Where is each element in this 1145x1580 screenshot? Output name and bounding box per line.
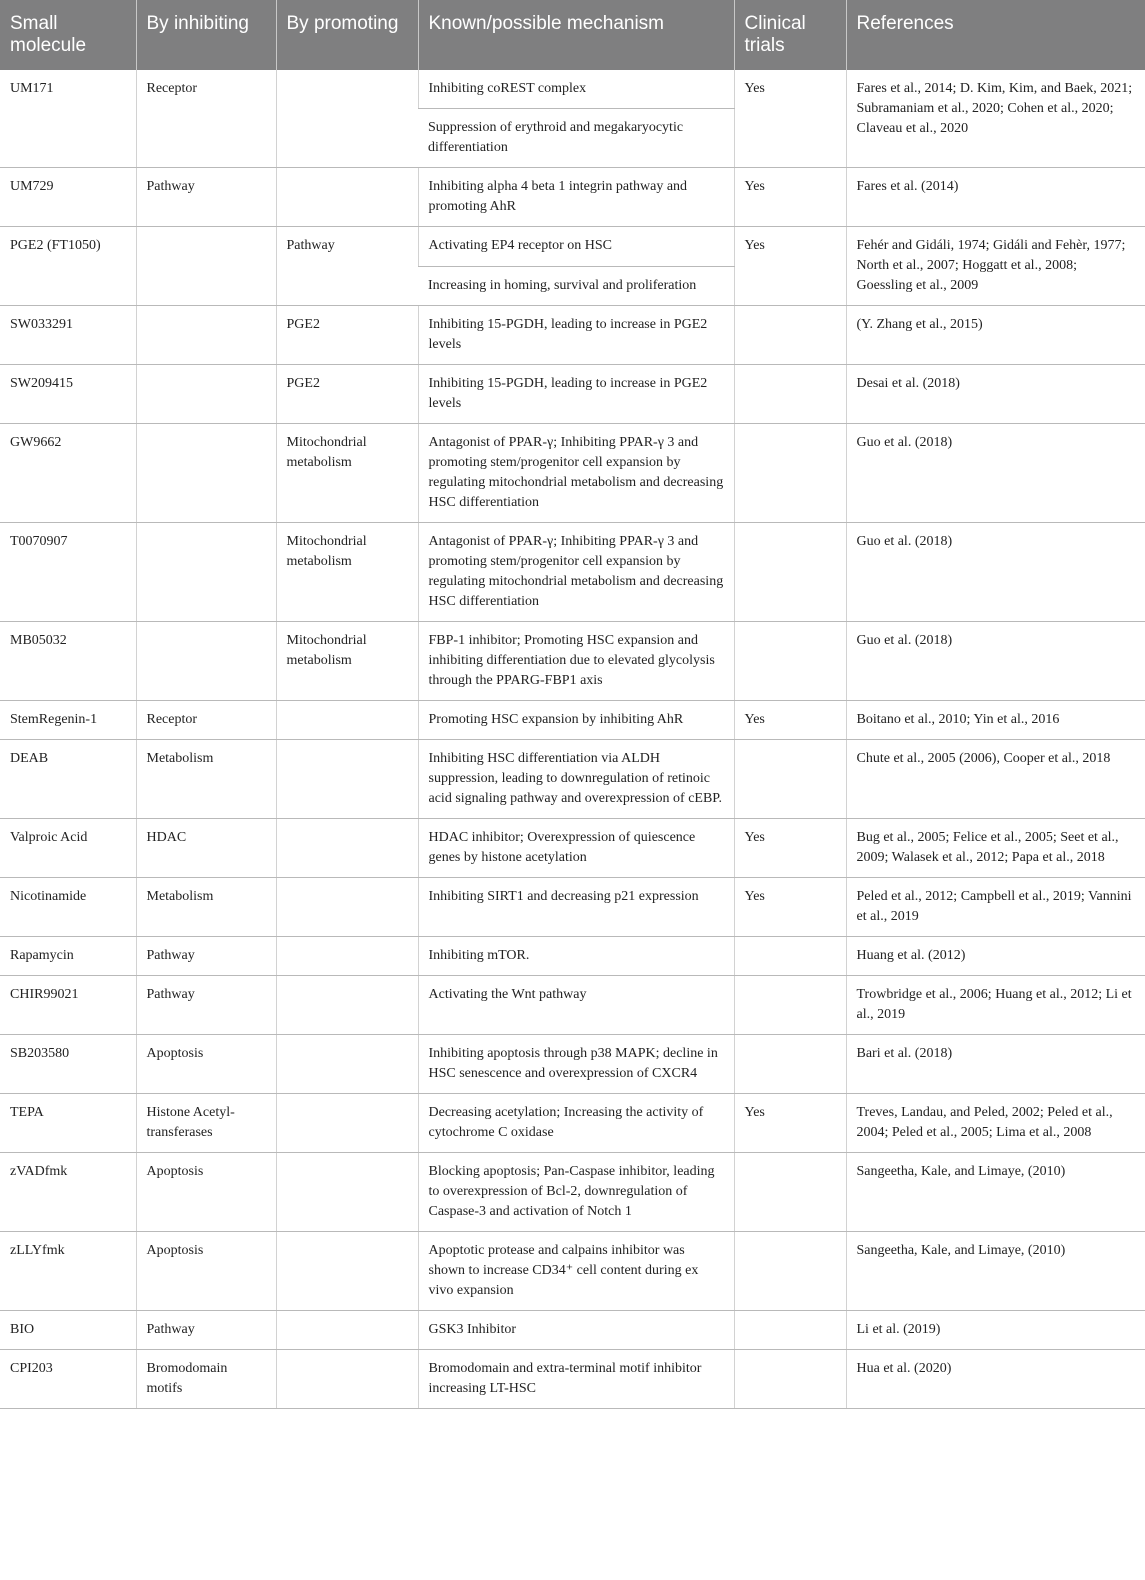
cell-molecule: zLLYfmk <box>0 1232 136 1311</box>
table-row <box>0 1350 1145 1409</box>
cell-clinical-trials: Yes <box>734 168 846 227</box>
header-clinical-trials: Clinical trials <box>734 0 846 70</box>
cell-references: Boitano et al., 2010; Yin et al., 2016 <box>846 701 1145 740</box>
cell-clinical-trials: Yes <box>734 1094 846 1153</box>
table-row <box>0 365 1145 424</box>
cell-references: (Y. Zhang et al., 2015) <box>846 306 1145 365</box>
cell-clinical-trials: Yes <box>734 701 846 740</box>
cell-clinical-trials: Yes <box>734 819 846 878</box>
cell-promoting: PGE2 <box>276 365 418 424</box>
cell-inhibiting: Receptor <box>136 70 276 168</box>
cell-clinical-trials: Yes <box>734 878 846 937</box>
cell-mechanism: Activating the Wnt pathway <box>418 976 734 1035</box>
table-row <box>0 937 1145 976</box>
cell-promoting <box>276 740 418 819</box>
cell-promoting <box>276 1153 418 1232</box>
header-mechanism: Known/possible mechanism <box>418 0 734 70</box>
table-row <box>0 878 1145 937</box>
table-row <box>0 227 1145 267</box>
cell-mechanism: Antagonist of PPAR-γ; Inhibiting PPAR-γ 3 and promoting stem/progenitor cell expansion by regulating mitochondrial metabolism and decreasing HSC differentiation <box>418 424 734 523</box>
cell-clinical-trials <box>734 424 846 523</box>
cell-clinical-trials <box>734 1311 846 1350</box>
cell-references: Bug et al., 2005; Felice et al., 2005; Seet et al., 2009; Walasek et al., 2012; Papa et al., 2018 <box>846 819 1145 878</box>
header-by-inhibiting: By inhibiting <box>136 0 276 70</box>
cell-mechanism: Inhibiting coREST complex <box>418 70 734 109</box>
cell-molecule: CPI203 <box>0 1350 136 1409</box>
cell-promoting <box>276 878 418 937</box>
cell-molecule: DEAB <box>0 740 136 819</box>
cell-references: Chute et al., 2005 (2006), Cooper et al., 2018 <box>846 740 1145 819</box>
table-body <box>0 70 1145 1409</box>
cell-mechanism: HDAC inhibitor; Overexpression of quiescence genes by histone acetylation <box>418 819 734 878</box>
cell-molecule: Valproic Acid <box>0 819 136 878</box>
cell-references: Desai et al. (2018) <box>846 365 1145 424</box>
cell-references: Peled et al., 2012; Campbell et al., 2019; Vannini et al., 2019 <box>846 878 1145 937</box>
cell-inhibiting: Bromodomain motifs <box>136 1350 276 1409</box>
cell-inhibiting: Apoptosis <box>136 1153 276 1232</box>
cell-references: Sangeetha, Kale, and Limaye, (2010) <box>846 1232 1145 1311</box>
cell-mechanism: Activating EP4 receptor on HSC <box>418 227 734 267</box>
table-row <box>0 70 1145 109</box>
cell-molecule: Nicotinamide <box>0 878 136 937</box>
cell-inhibiting <box>136 523 276 622</box>
cell-molecule: UM729 <box>0 168 136 227</box>
table-row <box>0 740 1145 819</box>
table-header <box>0 0 1145 70</box>
cell-inhibiting: Apoptosis <box>136 1232 276 1311</box>
cell-references: Bari et al. (2018) <box>846 1035 1145 1094</box>
cell-inhibiting <box>136 227 276 306</box>
cell-molecule: SW209415 <box>0 365 136 424</box>
cell-references: Sangeetha, Kale, and Limaye, (2010) <box>846 1153 1145 1232</box>
cell-promoting: Mitochondrial metabolism <box>276 523 418 622</box>
cell-inhibiting <box>136 622 276 701</box>
header-references: References <box>846 0 1145 70</box>
header-by-promoting: By promoting <box>276 0 418 70</box>
cell-references: Guo et al. (2018) <box>846 523 1145 622</box>
cell-molecule: SW033291 <box>0 306 136 365</box>
cell-promoting <box>276 819 418 878</box>
cell-mechanism: Blocking apoptosis; Pan-Caspase inhibitor, leading to overexpression of Bcl-2, downregulation of Caspase-3 and activation of Notch 1 <box>418 1153 734 1232</box>
table-row <box>0 424 1145 523</box>
cell-mechanism: Suppression of erythroid and megakaryocytic differentiation <box>418 109 734 168</box>
cell-mechanism: Inhibiting 15-PGDH, leading to increase in PGE2 levels <box>418 365 734 424</box>
cell-clinical-trials <box>734 937 846 976</box>
cell-molecule: StemRegenin-1 <box>0 701 136 740</box>
table-row <box>0 1311 1145 1350</box>
cell-mechanism: Apoptotic protease and calpains inhibitor was shown to increase CD34⁺ cell content during ex vivo expansion <box>418 1232 734 1311</box>
cell-molecule: T0070907 <box>0 523 136 622</box>
cell-references: Guo et al. (2018) <box>846 424 1145 523</box>
cell-inhibiting <box>136 365 276 424</box>
cell-mechanism: Inhibiting mTOR. <box>418 937 734 976</box>
cell-promoting <box>276 701 418 740</box>
cell-references: Huang et al. (2012) <box>846 937 1145 976</box>
cell-references: Fehér and Gidáli, 1974; Gidáli and Fehèr, 1977; North et al., 2007; Hoggatt et al., 2008; Goessling et al., 2009 <box>846 227 1145 306</box>
header-row <box>0 0 1145 70</box>
table-row <box>0 168 1145 227</box>
cell-mechanism: Inhibiting alpha 4 beta 1 integrin pathway and promoting AhR <box>418 168 734 227</box>
cell-mechanism: FBP-1 inhibitor; Promoting HSC expansion and inhibiting differentiation due to elevated glycolysis through the PPARG-FBP1 axis <box>418 622 734 701</box>
cell-promoting: Mitochondrial metabolism <box>276 424 418 523</box>
cell-molecule: GW9662 <box>0 424 136 523</box>
cell-molecule: UM171 <box>0 70 136 168</box>
cell-mechanism: Bromodomain and extra-terminal motif inhibitor increasing LT-HSC <box>418 1350 734 1409</box>
cell-promoting <box>276 976 418 1035</box>
cell-promoting <box>276 1232 418 1311</box>
cell-promoting <box>276 937 418 976</box>
table-row <box>0 1153 1145 1232</box>
table-row <box>0 701 1145 740</box>
cell-clinical-trials <box>734 740 846 819</box>
cell-mechanism: Antagonist of PPAR-γ; Inhibiting PPAR-γ 3 and promoting stem/progenitor cell expansion by regulating mitochondrial metabolism and decreasing HSC differentiation <box>418 523 734 622</box>
cell-molecule: TEPA <box>0 1094 136 1153</box>
cell-promoting: Pathway <box>276 227 418 306</box>
cell-promoting: Mitochondrial metabolism <box>276 622 418 701</box>
cell-mechanism: Promoting HSC expansion by inhibiting AhR <box>418 701 734 740</box>
cell-clinical-trials <box>734 1232 846 1311</box>
cell-inhibiting: Pathway <box>136 976 276 1035</box>
cell-references: Fares et al. (2014) <box>846 168 1145 227</box>
cell-molecule: Rapamycin <box>0 937 136 976</box>
cell-mechanism: Decreasing acetylation; Increasing the activity of cytochrome C oxidase <box>418 1094 734 1153</box>
cell-clinical-trials: Yes <box>734 70 846 168</box>
cell-mechanism: Inhibiting SIRT1 and decreasing p21 expression <box>418 878 734 937</box>
table-row <box>0 1232 1145 1311</box>
cell-molecule: CHIR99021 <box>0 976 136 1035</box>
cell-references: Treves, Landau, and Peled, 2002; Peled et al., 2004; Peled et al., 2005; Lima et al., 2008 <box>846 1094 1145 1153</box>
cell-mechanism: Increasing in homing, survival and proliferation <box>418 266 734 306</box>
cell-inhibiting: HDAC <box>136 819 276 878</box>
table-row <box>0 523 1145 622</box>
cell-promoting <box>276 1350 418 1409</box>
table-row <box>0 819 1145 878</box>
cell-references: Fares et al., 2014; D. Kim, Kim, and Baek, 2021; Subramaniam et al., 2020; Cohen et al., 2020; Claveau et al., 2020 <box>846 70 1145 168</box>
cell-mechanism: Inhibiting 15-PGDH, leading to increase in PGE2 levels <box>418 306 734 365</box>
cell-references: Guo et al. (2018) <box>846 622 1145 701</box>
cell-clinical-trials <box>734 622 846 701</box>
cell-promoting <box>276 168 418 227</box>
cell-clinical-trials: Yes <box>734 227 846 306</box>
cell-promoting <box>276 70 418 168</box>
table-row <box>0 1094 1145 1153</box>
cell-inhibiting: Histone Acetyl-transferases <box>136 1094 276 1153</box>
cell-clinical-trials <box>734 1350 846 1409</box>
cell-mechanism: Inhibiting HSC differentiation via ALDH suppression, leading to downregulation of retinoic acid signaling pathway and overexpression of cEBP. <box>418 740 734 819</box>
header-small-molecule: Small molecule <box>0 0 136 70</box>
cell-clinical-trials <box>734 523 846 622</box>
cell-promoting <box>276 1094 418 1153</box>
cell-promoting <box>276 1311 418 1350</box>
cell-inhibiting: Metabolism <box>136 740 276 819</box>
cell-references: Trowbridge et al., 2006; Huang et al., 2012; Li et al., 2019 <box>846 976 1145 1035</box>
cell-inhibiting: Pathway <box>136 937 276 976</box>
cell-promoting: PGE2 <box>276 306 418 365</box>
cell-clinical-trials <box>734 1035 846 1094</box>
cell-mechanism: Inhibiting apoptosis through p38 MAPK; decline in HSC senescence and overexpression of CXCR4 <box>418 1035 734 1094</box>
cell-inhibiting: Pathway <box>136 168 276 227</box>
cell-clinical-trials <box>734 1153 846 1232</box>
cell-molecule: zVADfmk <box>0 1153 136 1232</box>
table-row <box>0 622 1145 701</box>
cell-inhibiting <box>136 306 276 365</box>
cell-promoting <box>276 1035 418 1094</box>
cell-inhibiting: Metabolism <box>136 878 276 937</box>
cell-clinical-trials <box>734 306 846 365</box>
cell-inhibiting: Receptor <box>136 701 276 740</box>
cell-inhibiting <box>136 424 276 523</box>
cell-molecule: SB203580 <box>0 1035 136 1094</box>
cell-molecule: PGE2 (FT1050) <box>0 227 136 306</box>
table-row <box>0 976 1145 1035</box>
cell-inhibiting: Pathway <box>136 1311 276 1350</box>
cell-clinical-trials <box>734 976 846 1035</box>
cell-molecule: BIO <box>0 1311 136 1350</box>
cell-references: Hua et al. (2020) <box>846 1350 1145 1409</box>
cell-clinical-trials <box>734 365 846 424</box>
cell-mechanism: GSK3 Inhibitor <box>418 1311 734 1350</box>
cell-molecule: MB05032 <box>0 622 136 701</box>
table-row <box>0 306 1145 365</box>
cell-references: Li et al. (2019) <box>846 1311 1145 1350</box>
table-row <box>0 1035 1145 1094</box>
cell-inhibiting: Apoptosis <box>136 1035 276 1094</box>
